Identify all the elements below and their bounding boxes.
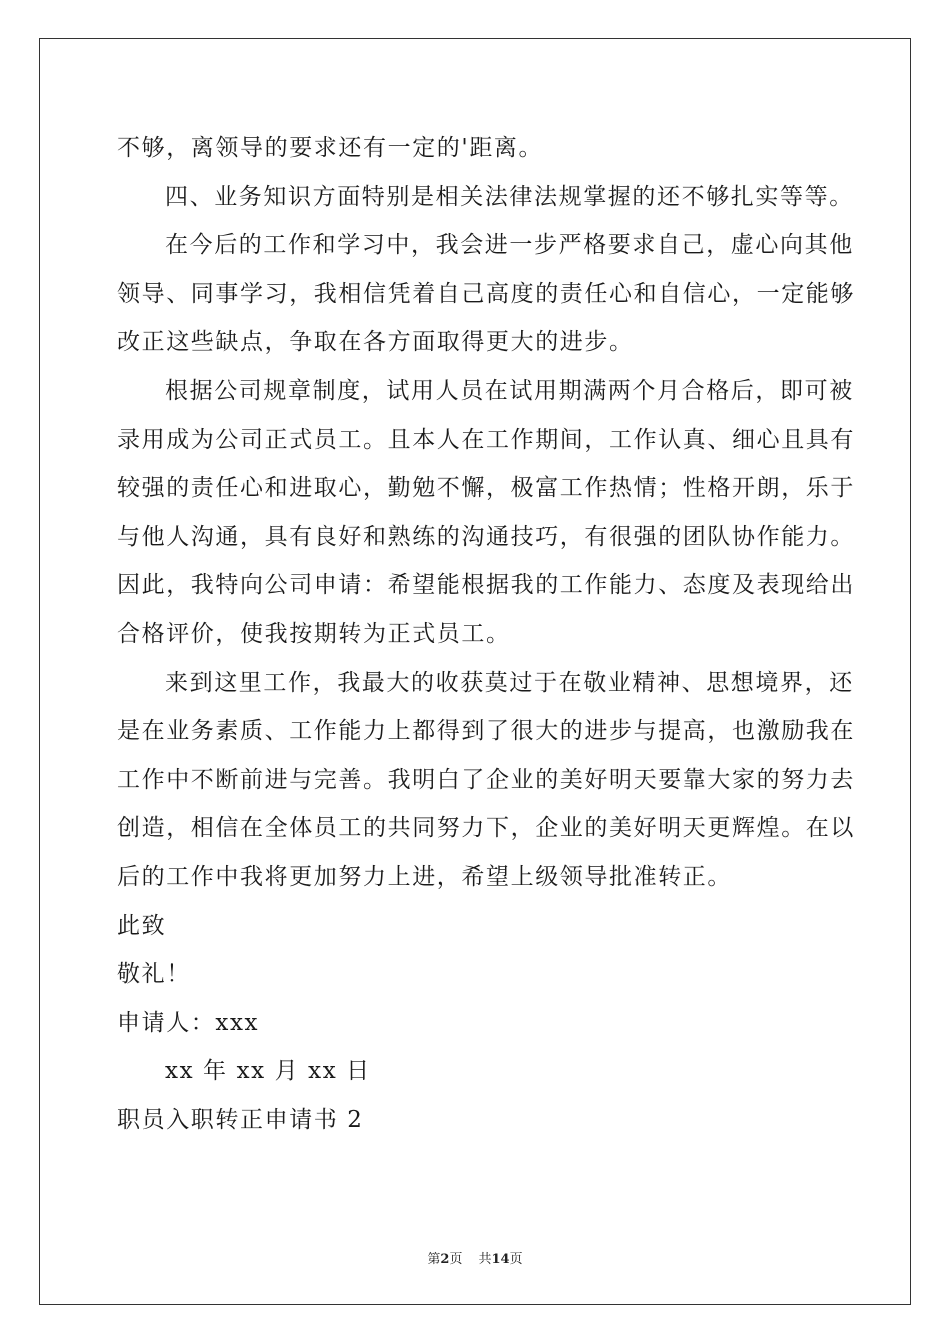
text-line: 改正这些缺点，争取在各方面取得更大的进步。	[117, 329, 634, 356]
page-prefix: 第	[427, 1252, 441, 1267]
page-suffix: 页	[449, 1252, 463, 1267]
closing-regards: 敬礼！	[117, 961, 191, 988]
text-line: 在今后的工作和学习中，我会进一步严格要求自己，虚心向其他	[165, 232, 854, 259]
text-line: 来到这里工作，我最大的收获莫过于在敬业精神、思想境界，还	[165, 669, 854, 696]
page-footer	[0, 1248, 950, 1267]
text-line: 四、业务知识方面特别是相关法律法规掌握的还不够扎实等等。	[165, 183, 854, 210]
page-number: 2	[440, 1252, 450, 1267]
text-line: 合格评价，使我按期转为正式员工。	[117, 620, 511, 647]
signature-date: xx 年 xx 月 xx 日	[165, 1058, 371, 1085]
text-line: 较强的责任心和进取心，勤勉不懈，极富工作热情；性格开朗，乐于	[117, 475, 855, 502]
text-line: 领导、同事学习，我相信凭着自己高度的责任心和自信心，一定能够	[117, 280, 855, 307]
text-line: 工作中不断前进与完善。我明白了企业的美好明天要靠大家的努力去	[117, 766, 855, 793]
applicant-signature: 申请人：xxx	[117, 1009, 260, 1036]
text-line: 因此，我特向公司申请：希望能根据我的工作能力、态度及表现给出	[117, 572, 855, 599]
total-prefix: 共	[478, 1252, 492, 1267]
text-line: 后的工作中我将更加努力上进，希望上级领导批准转正。	[117, 863, 732, 890]
text-line: 根据公司规章制度，试用人员在试用期满两个月合格后，即可被	[165, 377, 854, 404]
total-pages: 14	[491, 1252, 510, 1267]
text-line: 创造，相信在全体员工的共同努力下，企业的美好明天更辉煌。在以	[117, 815, 855, 842]
text-line: 录用成为公司正式员工。且本人在工作期间，工作认真、细心且具有	[117, 426, 855, 453]
document-body	[117, 124, 855, 1144]
total-suffix: 页	[509, 1252, 523, 1267]
text-line: 是在业务素质、工作能力上都得到了很大的进步与提高，也激励我在	[117, 718, 855, 745]
text-line: 不够，离领导的要求还有一定的'距离。	[117, 135, 544, 161]
section-title: 职员入职转正申请书 2	[117, 1106, 364, 1133]
text-line: 与他人沟通，具有良好和熟练的沟通技巧，有很强的团队协作能力。	[117, 523, 855, 550]
closing-salutation: 此致	[117, 912, 167, 939]
